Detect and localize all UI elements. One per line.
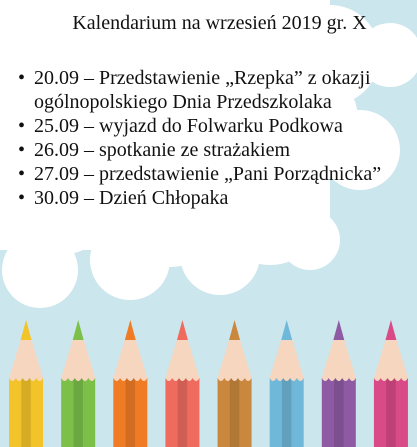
colored-pencil-icon [9,320,43,447]
pencil-row [0,300,417,447]
page-title: Kalendarium na wrzesień 2019 gr. X [72,12,367,34]
event-text: 30.09 – Dzień Chłopaka [34,187,229,209]
colored-pencil-icon [61,320,95,447]
event-text: 26.09 – spotkanie ze strażakiem [34,139,291,161]
event-list [14,66,386,210]
bullet-icon: • [18,163,26,185]
bullet-icon: • [18,139,26,161]
list-item [14,162,386,186]
list-item [14,186,386,210]
bullet-icon: • [18,187,26,209]
list-item [14,114,386,138]
colored-pencil-icon [165,320,199,447]
bullet-icon: • [18,67,26,89]
colored-pencil-icon [270,320,304,447]
list-item [14,138,386,162]
event-text: 25.09 – wyjazd do Folwarku Podkowa [34,115,343,137]
colored-pencil-icon [322,320,356,447]
colored-pencil-icon [218,320,252,447]
event-text: 27.09 – przedstawienie „Pani Porządnicka” [34,163,382,185]
colored-pencil-icon [113,320,147,447]
bullet-icon: • [18,115,26,137]
list-item [14,66,386,114]
event-text: 20.09 – Przedstawienie „Rzepka” z okazji ogólnopolskiego Dnia Przedszkolaka [34,67,371,113]
colored-pencil-icon [374,320,408,447]
